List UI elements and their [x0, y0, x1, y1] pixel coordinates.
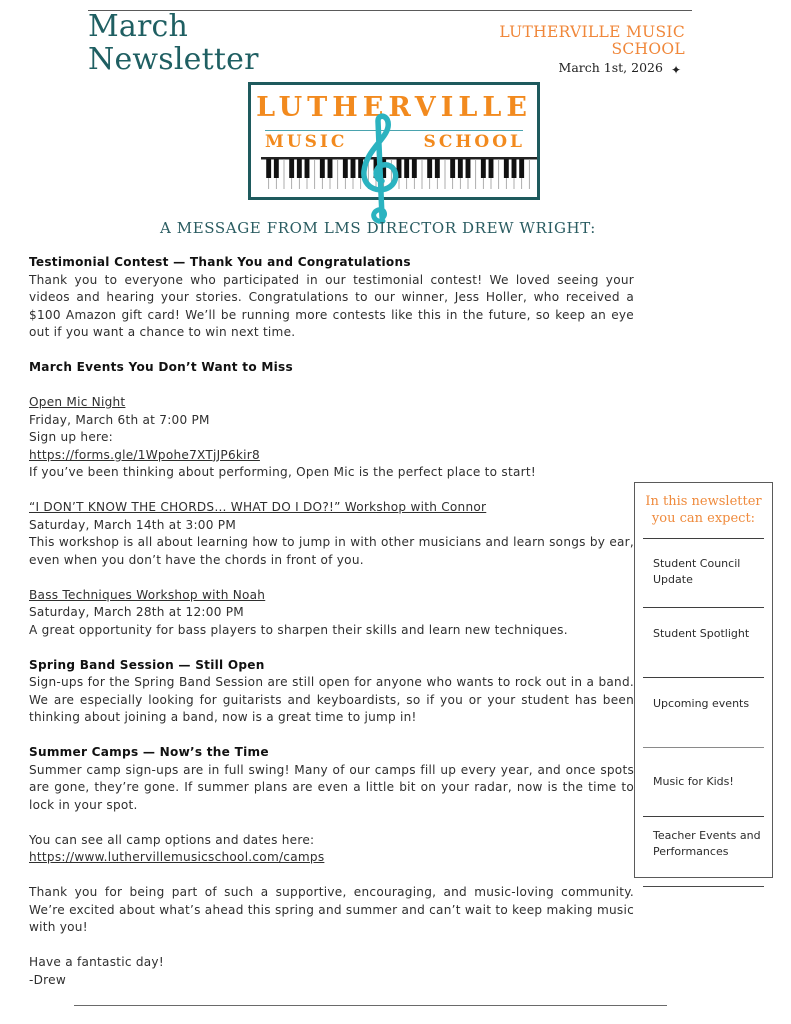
black-key	[274, 159, 279, 178]
contents-item[interactable]: Student Spotlight	[653, 627, 750, 640]
open-mic-when: Friday, March 6th at 7:00 PM	[29, 412, 210, 427]
black-key	[328, 159, 333, 178]
black-key	[458, 159, 463, 178]
letter-body	[29, 254, 634, 989]
issue-date	[559, 60, 681, 75]
newsletter-contents-box	[634, 482, 773, 878]
summer-camps-heading: Summer Camps — Now’s the Time	[29, 745, 269, 759]
closing-signoff: Have a fantastic day!	[29, 955, 164, 969]
logo-word-lutherville: LUTHERVILLE	[256, 92, 532, 123]
chords-workshop-when: Saturday, March 14th at 3:00 PM	[29, 517, 237, 532]
black-key	[266, 159, 271, 178]
camps-link-label: You can see all camp options and dates here:	[29, 832, 315, 847]
bass-workshop-when: Saturday, March 28th at 12:00 PM	[29, 605, 244, 619]
events-heading: March Events You Don’t Want to Miss	[29, 360, 293, 374]
open-mic-body: If you’ve been thinking about performing, Open Mic is the perfect place to start!	[29, 465, 536, 479]
black-key	[481, 159, 486, 178]
black-key	[519, 159, 524, 178]
message-heading: A MESSAGE FROM LMS DIRECTOR DREW WRIGHT:	[160, 219, 596, 237]
bass-workshop-body: A great opportunity for bass players to sharpen their skills and learn new techniques.	[29, 622, 568, 637]
black-key	[297, 159, 302, 178]
black-key	[412, 159, 417, 178]
newsletter-title	[88, 10, 259, 76]
bottom-divider	[74, 1005, 667, 1006]
contents-item[interactable]: Music for Kids!	[653, 775, 734, 788]
contents-item[interactable]: Upcoming events	[653, 697, 750, 710]
black-key	[435, 159, 440, 178]
school-name-line-2: SCHOOL	[611, 40, 685, 58]
black-key	[289, 159, 294, 178]
four-point-star-icon: ✦	[670, 63, 681, 77]
black-key	[504, 159, 509, 178]
black-key	[512, 159, 517, 178]
black-key	[427, 159, 432, 178]
summer-camps-body: Summer camp sign-ups are in full swing! Many of our camps fill up every year, and once spots are gone, they’re gone. If summer plans are even a little bit on your radar, now is the time to lock in your spot.	[29, 762, 634, 812]
contents-divider	[643, 607, 764, 608]
school-name	[499, 24, 685, 58]
school-name-line-1: LUTHERVILLE MUSIC	[499, 23, 685, 41]
issue-date-text: March 1st, 2026	[558, 60, 663, 75]
chords-workshop-body: This workshop is all about learning how to jump in with other musicians and learn songs by ear, even when you don’t have the chords in front of you.	[29, 535, 634, 567]
contents-divider	[643, 538, 764, 539]
testimonial-heading: Testimonial Contest — Thank You and Congratulations	[29, 255, 411, 269]
black-key	[343, 159, 348, 178]
logo-word-music: MUSIC	[265, 132, 348, 152]
testimonial-body: Thank you to everyone who participated in our testimonial contest! We loved seeing your videos and hearing your stories. Congratulations to our winner, Jess Holler, who received a $100 Amazon gift card! We’ll be running more contests like this in the future, so keep an eye out if you want a chance to win next time.	[29, 272, 634, 339]
black-key	[305, 159, 310, 178]
spring-band-body: Sign-ups for the Spring Band Session are still open for anyone who wants to rock out in a band. We are especially looking for guitarists and keyboardists, so if you or your student has been thinking about joining a band, now is a great time to jump in!	[29, 675, 634, 724]
chords-workshop-title: “I DON’T KNOW THE CHORDS… WHAT DO I DO?!” Workshop with Connor	[29, 500, 487, 514]
contents-underline	[643, 886, 764, 887]
black-key	[320, 159, 325, 178]
camps-link[interactable]: https://www.luthervillemusicschool.com/camps	[29, 850, 325, 864]
contents-divider	[643, 677, 764, 678]
treble-clef-icon	[356, 113, 406, 225]
black-key	[450, 159, 455, 178]
black-key	[489, 159, 494, 178]
bass-workshop-title: Bass Techniques Workshop with Noah	[29, 587, 266, 602]
school-logo	[248, 82, 540, 200]
title-line-1: March	[88, 9, 189, 44]
spring-band-heading: Spring Band Session — Still Open	[29, 657, 265, 672]
closing-signature: -Drew	[29, 972, 66, 987]
open-mic-title: Open Mic Night	[29, 395, 126, 409]
contents-divider	[643, 816, 764, 817]
contents-item[interactable]: Student Council Update	[653, 557, 741, 586]
title-line-2: Newsletter	[88, 42, 259, 77]
open-mic-signup-link[interactable]: https://forms.gle/1Wpohe7XTjJP6kir8	[29, 447, 260, 462]
closing-body: Thank you for being part of such a supportive, encouraging, and music-loving community. We’re excited about what’s ahead this spring and summer and can’t wait to keep making music with you!	[29, 885, 634, 934]
contents-divider	[643, 747, 764, 748]
open-mic-signup-label: Sign up here:	[29, 430, 113, 444]
contents-item[interactable]: Teacher Events and Performances	[653, 829, 761, 858]
contents-title: In this newsletter you can expect:	[645, 494, 762, 526]
logo-word-school: SCHOOL	[423, 132, 525, 152]
black-key	[351, 159, 356, 178]
black-key	[466, 159, 471, 178]
